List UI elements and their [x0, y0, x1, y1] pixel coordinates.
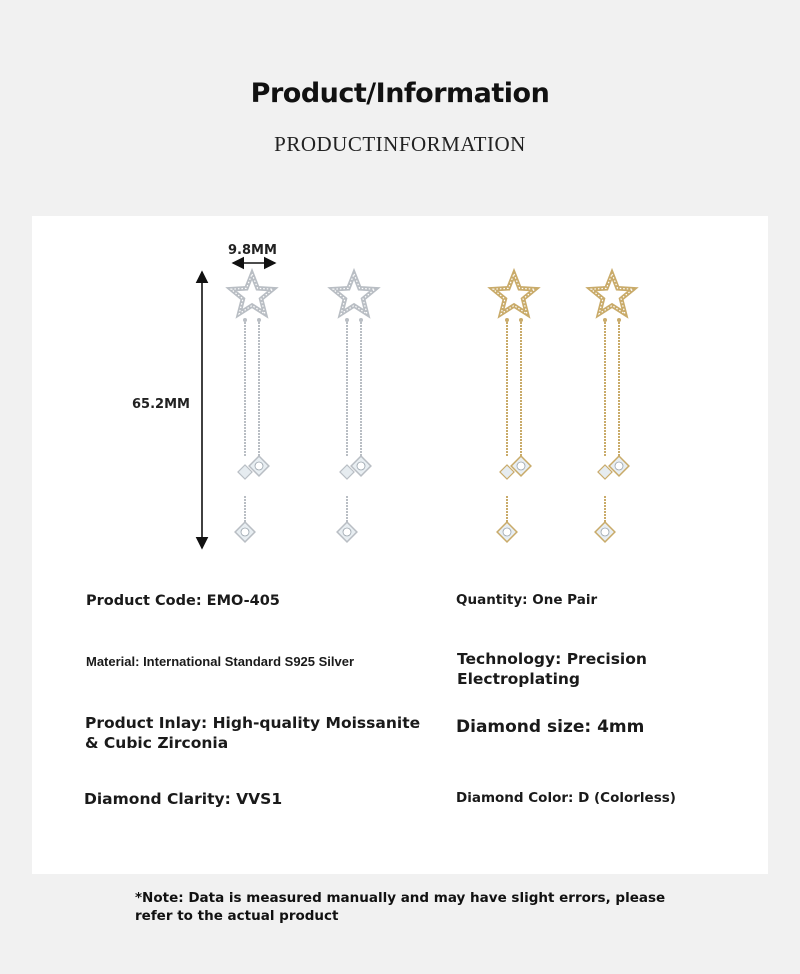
- measurement-note: *Note: Data is measured manually and may have slight errors, please refer to the actual product: [135, 890, 666, 924]
- spec-product-code: Product Code: EMO-405: [86, 593, 280, 609]
- product-info-card: [32, 216, 768, 874]
- spec-diamond-size: Diamond size: 4mm: [456, 717, 645, 737]
- spec-quantity: Quantity: One Pair: [456, 592, 598, 608]
- width-dimension-label: 9.8MM: [228, 243, 277, 258]
- silver-earring-right: [333, 274, 375, 542]
- length-dimension-label: 65.2MM: [132, 397, 190, 412]
- earrings-figure: [32, 216, 768, 566]
- spec-diamond-color: Diamond Color: D (Colorless): [456, 790, 676, 806]
- page-title: Product/Information: [250, 78, 550, 109]
- spec-material: Material: International Standard S925 Silver: [86, 654, 355, 669]
- spec-technology: Technology: Precision Electroplating: [457, 650, 647, 689]
- gold-earring-left: [493, 274, 535, 542]
- page-subtitle: PRODUCTINFORMATION: [274, 132, 526, 156]
- spec-inlay: Product Inlay: High-quality Moissanite & Cubic Zirconia: [85, 714, 421, 753]
- silver-earring-left: [231, 274, 273, 542]
- gold-earring-right: [591, 274, 633, 542]
- spec-diamond-clarity: Diamond Clarity: VVS1: [84, 790, 283, 808]
